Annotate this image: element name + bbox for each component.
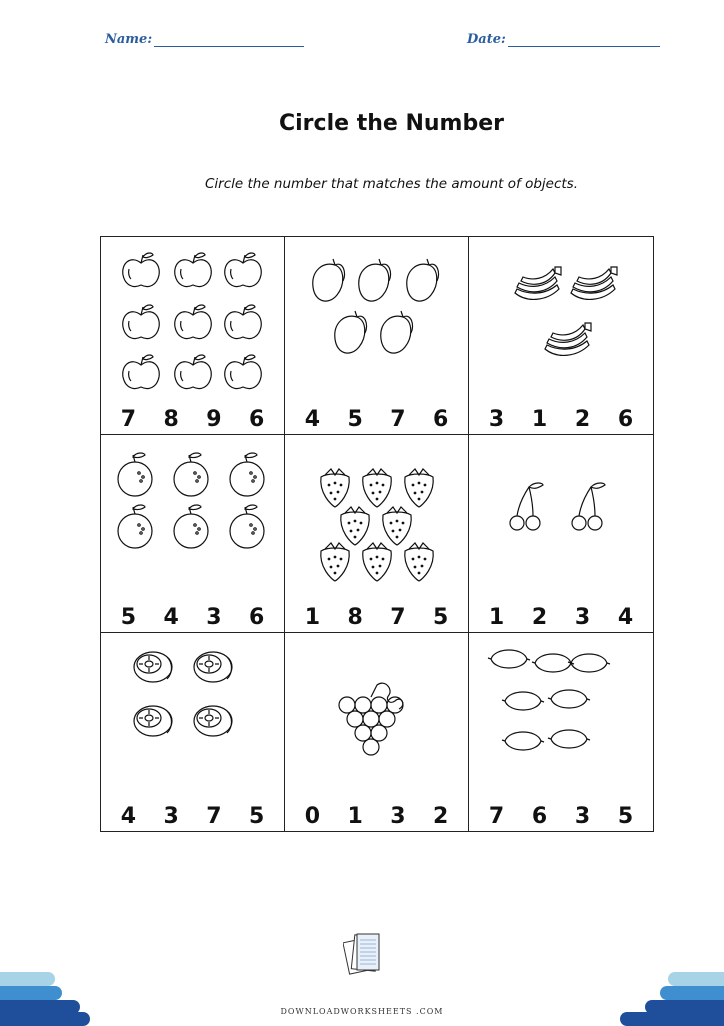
number-option[interactable]: 1: [488, 605, 505, 630]
instruction-text: Circle the number that matches the amount of objects.: [204, 176, 578, 192]
mango-icon: [381, 311, 413, 353]
number-option[interactable]: 1: [304, 605, 321, 630]
name-label: Name:: [105, 32, 153, 47]
number-option[interactable]: 5: [432, 605, 449, 630]
banana-icon: [571, 267, 617, 299]
number-option[interactable]: 6: [248, 407, 265, 432]
number-option[interactable]: 5: [347, 407, 363, 432]
footer-wave-right-mid: [660, 986, 724, 1000]
number-option[interactable]: 6: [432, 407, 449, 432]
number-option[interactable]: 3: [163, 804, 179, 829]
lemon-icon: [502, 732, 544, 750]
mango-icon: [335, 311, 367, 353]
number-option[interactable]: 7: [120, 407, 137, 432]
number-option[interactable]: 9: [206, 407, 222, 432]
number-option[interactable]: 7: [390, 407, 406, 432]
number-option[interactable]: 4: [304, 407, 321, 432]
number-option[interactable]: 1: [347, 804, 363, 829]
number-option[interactable]: 5: [248, 804, 265, 829]
number-option[interactable]: 7: [206, 804, 222, 829]
cherry-icons: [469, 435, 653, 595]
number-option[interactable]: 8: [163, 407, 179, 432]
cell-bananas: [469, 237, 653, 435]
strawberry-icon: [321, 469, 349, 507]
number-option[interactable]: 5: [120, 605, 137, 630]
strawberry-icon: [405, 469, 433, 507]
number-option[interactable]: 3: [206, 605, 222, 630]
page-title: Circle the Number: [279, 111, 504, 136]
strawberry-icons: [285, 435, 469, 595]
banana-icon: [515, 267, 561, 299]
number-option[interactable]: 2: [574, 407, 591, 432]
strawberry-icon: [341, 507, 369, 545]
cell-mangoes: [285, 237, 469, 435]
number-options: [469, 407, 653, 432]
mango-icons: [285, 237, 469, 397]
number-option[interactable]: 6: [531, 804, 548, 829]
kiwi-icon: [134, 706, 172, 736]
date-line[interactable]: [508, 34, 660, 47]
date-field[interactable]: [467, 32, 660, 47]
orange-icon: [230, 505, 264, 548]
number-options: [469, 804, 653, 829]
orange-icons: [101, 435, 285, 595]
apple-icon: [175, 253, 212, 287]
cell-strawberries: [285, 435, 469, 633]
number-option[interactable]: 6: [248, 605, 265, 630]
orange-icon: [230, 453, 264, 496]
grape-icons: [285, 633, 469, 793]
kiwi-icons: [101, 633, 285, 793]
orange-icon: [174, 453, 208, 496]
footer-wave-left-light: [0, 972, 55, 986]
strawberry-icon: [321, 543, 349, 581]
number-option[interactable]: 6: [617, 407, 634, 432]
cherry-icon: [510, 483, 543, 530]
grape-bunch-icon: [339, 683, 403, 755]
kiwi-icon: [194, 652, 232, 682]
orange-icon: [174, 505, 208, 548]
footer-wave-left-mid: [0, 986, 62, 1000]
mango-icon: [407, 259, 439, 301]
worksheet-stack-icon: [343, 930, 383, 992]
number-option[interactable]: 7: [488, 804, 505, 829]
apple-icons: [101, 237, 285, 397]
apple-icon: [175, 355, 212, 389]
number-option[interactable]: 3: [574, 605, 591, 630]
kiwi-icon: [134, 652, 172, 682]
footer-wave-right-light: [668, 972, 724, 986]
orange-icon: [118, 505, 152, 548]
number-option[interactable]: 4: [617, 605, 634, 630]
banana-icon: [545, 323, 591, 355]
orange-icon: [118, 453, 152, 496]
cell-cherries: [469, 435, 653, 633]
date-label: Date:: [467, 32, 506, 47]
cell-lemons: [469, 633, 653, 831]
lemon-icon: [502, 692, 544, 710]
number-option[interactable]: 3: [574, 804, 591, 829]
footer-site[interactable]: DOWNLOADWORKSHEETS .COM: [280, 1007, 444, 1016]
lemon-icon: [488, 650, 530, 668]
apple-icon: [225, 355, 262, 389]
lemon-icon: [568, 654, 610, 672]
mango-icon: [313, 259, 345, 301]
number-options: [101, 804, 284, 829]
number-option[interactable]: 4: [120, 804, 137, 829]
number-option[interactable]: 2: [531, 605, 548, 630]
strawberry-icon: [405, 543, 433, 581]
number-option[interactable]: 7: [390, 605, 406, 630]
number-option[interactable]: 3: [390, 804, 406, 829]
strawberry-icon: [363, 543, 391, 581]
lemon-icons: [469, 633, 653, 793]
number-options: [285, 407, 468, 432]
number-option[interactable]: 0: [304, 804, 321, 829]
number-options: [285, 605, 468, 630]
number-options: [285, 804, 468, 829]
number-option[interactable]: 4: [163, 605, 179, 630]
name-field[interactable]: [105, 32, 304, 47]
number-option[interactable]: 2: [432, 804, 449, 829]
name-line[interactable]: [154, 34, 304, 47]
cell-grapes: [285, 633, 469, 831]
counting-grid: [100, 236, 654, 832]
lemon-icon: [548, 730, 590, 748]
cherry-icon: [572, 483, 605, 530]
lemon-icon: [548, 690, 590, 708]
apple-icon: [175, 305, 212, 339]
cell-kiwis: [101, 633, 285, 831]
banana-icons: [469, 237, 653, 397]
apple-icon: [123, 253, 160, 287]
number-options: [101, 605, 284, 630]
strawberry-icon: [363, 469, 391, 507]
cell-oranges: [101, 435, 285, 633]
strawberry-icon: [383, 507, 411, 545]
lemon-icon: [532, 654, 574, 672]
number-option[interactable]: 1: [531, 407, 548, 432]
number-options: [101, 407, 284, 432]
number-option[interactable]: 5: [617, 804, 634, 829]
cell-apples: [101, 237, 285, 435]
apple-icon: [225, 305, 262, 339]
apple-icon: [123, 355, 160, 389]
number-option[interactable]: 3: [488, 407, 505, 432]
apple-icon: [123, 305, 160, 339]
number-option[interactable]: 8: [347, 605, 363, 630]
kiwi-icon: [194, 706, 232, 736]
number-options: [469, 605, 653, 630]
mango-icon: [359, 259, 391, 301]
apple-icon: [225, 253, 262, 287]
